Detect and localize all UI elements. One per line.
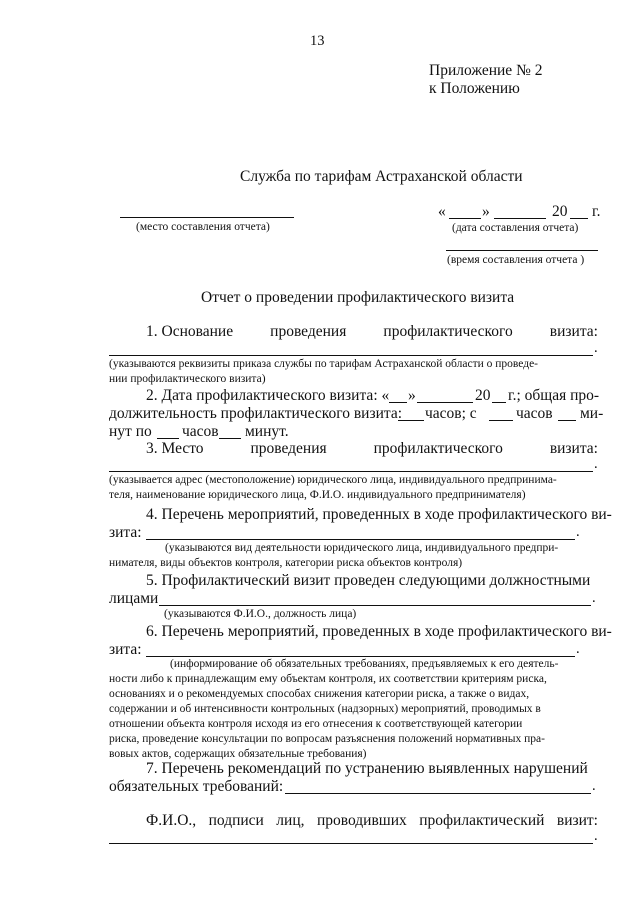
signature-word: профилактический bbox=[419, 812, 545, 829]
s3-word: визита: bbox=[549, 440, 598, 457]
s5-end: . bbox=[592, 590, 596, 606]
s1-end: . bbox=[594, 340, 598, 356]
s6-line2: зита: bbox=[109, 641, 142, 658]
signature-word: лиц, bbox=[276, 812, 305, 829]
s1-word: проведения bbox=[270, 323, 347, 340]
date-suffix: г. bbox=[592, 203, 601, 220]
s3-end: . bbox=[594, 456, 598, 472]
signature-word: подписи bbox=[208, 812, 264, 829]
s3-note1: (указывается адрес (местоположение) юридического лица, индивидуального предпринима- bbox=[109, 474, 557, 486]
s2-to-min-line bbox=[219, 438, 241, 439]
s6-fill-line bbox=[146, 656, 575, 657]
s6-note-line: основаниях и о рекомендуемых способах снижения категории риска, а также о видах, bbox=[109, 688, 530, 700]
page-number: 13 bbox=[310, 33, 325, 49]
s2-hours-line bbox=[398, 420, 424, 421]
signature-word: Ф.И.О., bbox=[146, 812, 197, 829]
s2-line2d: ми- bbox=[580, 405, 604, 422]
s3-note2: теля, наименование юридического лица, Ф.И.О. индивидуального предпринимателя) bbox=[109, 489, 526, 501]
s6-note-line: ности либо к принадлежащим ему объектам контроля, их соответствии критериям риска, bbox=[109, 673, 547, 685]
signature-end: . bbox=[594, 828, 598, 844]
s1-note1: (указываются реквизиты приказа службы по тарифам Астраханской области о проведе- bbox=[109, 358, 539, 370]
s6-note-line: риска, проведение консультации по вопросам разъяснения положений нормативных пра- bbox=[109, 733, 545, 745]
s2-line1c: 20 bbox=[475, 387, 491, 404]
s6-note-line: вовых актов, содержащих обязательные требования) bbox=[109, 748, 367, 760]
appendix-line2: к Положению bbox=[429, 80, 520, 97]
s2-line1b: » bbox=[408, 387, 416, 404]
s2-line3b: часов bbox=[182, 423, 219, 440]
date-mid: » bbox=[482, 203, 490, 220]
s3-heading bbox=[146, 440, 598, 458]
s5-note: (указываются Ф.И.О., должность лица) bbox=[164, 608, 357, 620]
s2-line2b: часов; с bbox=[425, 405, 477, 422]
signature-fill-line bbox=[109, 843, 593, 844]
s3-fill-line bbox=[109, 471, 593, 472]
s4-line2: зита: bbox=[109, 524, 142, 541]
s7-fill-line bbox=[285, 793, 591, 794]
s2-line2a: должительность профилактического визита: bbox=[109, 405, 403, 422]
s4-note1: (указываются вид деятельности юридического лица, индивидуального предпри- bbox=[165, 542, 559, 554]
date-caption: (дата составления отчета) bbox=[452, 222, 579, 234]
s2-from-min-line bbox=[558, 420, 576, 421]
s2-day-line bbox=[389, 402, 407, 403]
s2-line2c: часов bbox=[516, 405, 553, 422]
s6-note-line: отношении объекта контроля исходя из его отнесения к соответствующей категории bbox=[109, 718, 523, 730]
signature-word: визит: bbox=[556, 812, 598, 829]
appendix-line1: Приложение № 2 bbox=[429, 62, 543, 79]
date-year: 20 bbox=[552, 203, 568, 220]
time-caption: (время составления отчета ) bbox=[447, 254, 585, 266]
time-line bbox=[446, 250, 598, 251]
s3-word: 3. Место bbox=[146, 440, 204, 457]
s2-line1d: г.; общая про- bbox=[508, 387, 600, 404]
report-title: Отчет о проведении профилактического визита bbox=[201, 289, 515, 306]
s2-line3a: нут по bbox=[109, 423, 152, 440]
s7-end: . bbox=[592, 778, 596, 794]
s2-line3c: минут. bbox=[245, 423, 289, 440]
s6-end: . bbox=[576, 641, 580, 657]
s1-fill-line bbox=[109, 355, 593, 356]
date-open: « bbox=[438, 203, 446, 220]
s1-note2: нии профилактического визита) bbox=[109, 373, 266, 385]
signature-heading bbox=[146, 812, 598, 830]
s6-line1: 6. Перечень мероприятий, проведенных в ходе профилактического ви- bbox=[146, 623, 612, 640]
agency-name: Служба по тарифам Астраханской области bbox=[240, 168, 523, 185]
s2-to-hour-line bbox=[157, 438, 179, 439]
s5-line2: лицами bbox=[109, 590, 159, 607]
s1-word: визита: bbox=[549, 323, 598, 340]
s5-fill-line bbox=[159, 605, 591, 606]
place-line bbox=[120, 217, 294, 218]
place-caption: (место составления отчета) bbox=[136, 221, 270, 233]
s4-fill-line bbox=[146, 539, 575, 540]
s7-line2: обязательных требований: bbox=[109, 778, 284, 795]
s1-heading bbox=[146, 323, 598, 341]
s2-year-line bbox=[492, 402, 506, 403]
s3-word: профилактического bbox=[373, 440, 503, 457]
s7-line1: 7. Перечень рекомендаций по устранению выявленных нарушений bbox=[146, 760, 588, 777]
s2-line1a: 2. Дата профилактического визита: « bbox=[146, 387, 390, 404]
s1-word: профилактического bbox=[383, 323, 513, 340]
s2-month-line bbox=[417, 402, 473, 403]
s6-note-line: (информирование об обязательных требованиях, предъявляемых к его деятель- bbox=[170, 658, 559, 670]
s6-note-line: содержании и об интенсивности контрольных (надзорных) мероприятий, проводимых в bbox=[109, 703, 541, 715]
date-month-line bbox=[494, 218, 546, 219]
date-year-line bbox=[570, 218, 588, 219]
s4-end: . bbox=[576, 524, 580, 540]
s1-word: 1. Основание bbox=[146, 323, 234, 340]
s5-line1: 5. Профилактический визит проведен следующими должностными bbox=[146, 572, 591, 589]
s4-note2: нимателя, виды объектов контроля, категории риска объектов контроля) bbox=[109, 557, 463, 569]
s2-from-hour-line bbox=[489, 420, 513, 421]
s3-word: проведения bbox=[250, 440, 327, 457]
date-day-line bbox=[449, 218, 481, 219]
signature-word: проводивших bbox=[316, 812, 407, 829]
s4-line1: 4. Перечень мероприятий, проведенных в ходе профилактического ви- bbox=[146, 506, 612, 523]
